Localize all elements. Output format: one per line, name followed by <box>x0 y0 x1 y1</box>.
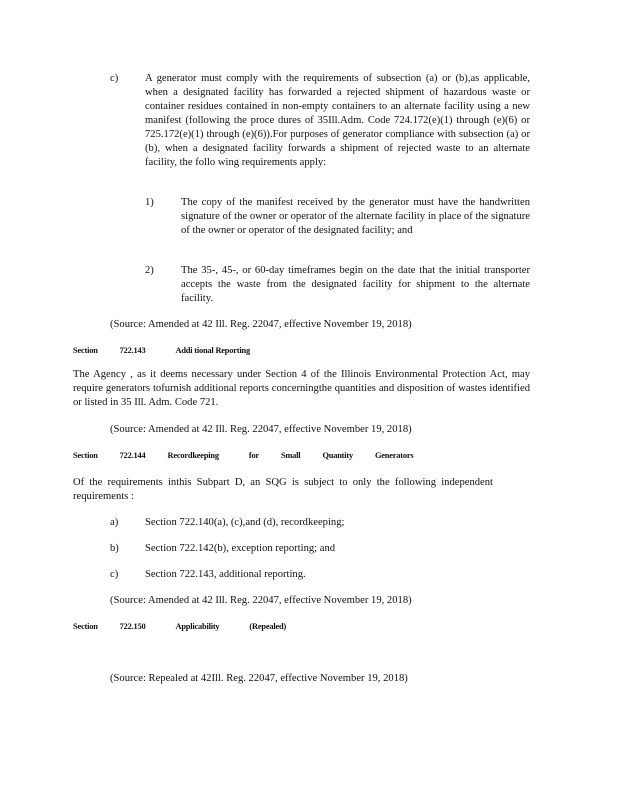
section-number: 722.143 <box>119 346 146 355</box>
section-word: Section <box>73 451 98 460</box>
source-note: (Source: Amended at 42 Ill. Reg. 22047, effective November 19, 2018) <box>110 319 412 330</box>
section-word: Section <box>73 346 98 355</box>
section-status: (Repealed) <box>249 622 287 631</box>
section-heading-722-143 <box>73 345 280 357</box>
section-title-word: Small <box>280 451 301 460</box>
source-note: (Source: Amended at 42 Ill. Reg. 22047, effective November 19, 2018) <box>110 424 412 435</box>
list-item-text: Section 722.142(b), exception reporting; and <box>145 543 336 554</box>
list-item-label: c) <box>110 569 119 580</box>
list-item-label: b) <box>110 543 119 554</box>
section-word: Section <box>73 622 98 631</box>
list-item-label: a) <box>110 517 119 528</box>
section-title-word: for <box>248 451 259 460</box>
section-title: Addi tional Reporting <box>175 346 250 355</box>
section-number: 722.144 <box>119 451 146 460</box>
item-1-text: The copy of the manifest received by the generator must have the handwritten signature of the owner or operator of the alternate facility in place of the signature of the owner or operator of the designated facility; and <box>181 197 530 236</box>
section-title: Applicability <box>175 622 220 631</box>
source-note: (Source: Amended at 42 Ill. Reg. 22047, effective November 19, 2018) <box>110 595 412 606</box>
section-title-word: Recordkeeping <box>167 451 219 460</box>
section-heading-722-144 <box>73 450 443 462</box>
section-722-144-intro: Of the requirements inthis Subpart D, an SQG is subject to only the following independent requirements : <box>73 477 493 502</box>
item-2-text: The 35-, 45-, or 60-day timeframes begin on the date that the initial transporter accepts the waste from the designated facility for shipment to the alternate facility. <box>181 265 530 304</box>
subsection-c-label: c) <box>110 73 119 84</box>
section-title-word: Generators <box>374 451 414 460</box>
section-722-143-body: The Agency , as it deems necessary under Section 4 of the Illinois Environmental Protection Act, may require generators tofurnish additional reports concerningthe quantities and disposition of wastes identified or listed in 35 Ill. Adm. Code 721. <box>73 369 530 408</box>
subsection-c-text: A generator must comply with the requirements of subsection (a) or (b),as applicable, when a designated facility has forwarded a rejected shipment of hazardous waste or container residues contained in non-empty containers to an alternate facility using a new manifest (following the proce dures of 35Ill.Adm. Code 724.172(e)(1) through (e)(6) or 725.172(e)(1) through (e)(6)).For purposes of generator compliance with subsection (a) or (b), when a designated facility forwards a shipment of rejected waste to an alternate facility, the follo wing requirements apply: <box>145 73 530 168</box>
list-item-text: Section 722.140(a), (c),and (d), recordkeeping; <box>145 517 345 528</box>
item-1-label: 1) <box>145 197 154 208</box>
list-item-text: Section 722.143, additional reporting. <box>145 569 306 580</box>
section-heading-722-150 <box>73 621 316 633</box>
section-title-word: Quantity <box>322 451 353 460</box>
item-2-label: 2) <box>145 265 154 276</box>
section-number: 722.150 <box>119 622 146 631</box>
source-note: (Source: Repealed at 42Ill. Reg. 22047, effective November 19, 2018) <box>110 673 408 684</box>
